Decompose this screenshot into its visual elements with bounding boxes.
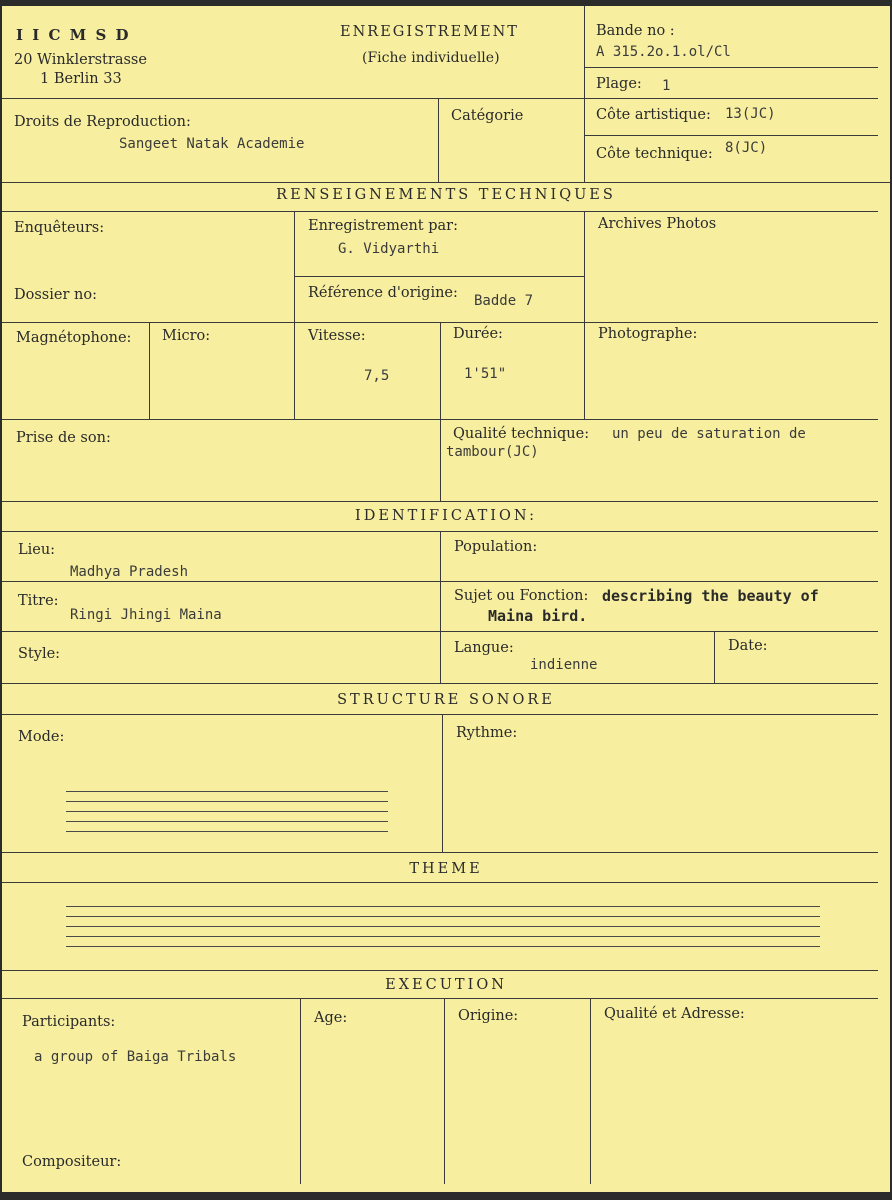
- h-line: [2, 211, 878, 212]
- staff-line: [66, 946, 820, 947]
- date-label: Date:: [728, 638, 768, 654]
- h-line: [2, 970, 878, 971]
- h-line: [294, 276, 584, 277]
- form-title: ENREGISTREMENT: [340, 24, 519, 40]
- registration-card: [2, 6, 890, 1192]
- droits-value: Sangeet Natak Academie: [119, 136, 305, 152]
- enqueteurs-label: Enquêteurs:: [14, 220, 105, 236]
- reference-label: Référence d'origine:: [308, 285, 458, 301]
- h-line: [2, 182, 890, 183]
- cote-technique-value: 8(JC): [725, 140, 768, 156]
- rythme-label: Rythme:: [456, 725, 518, 741]
- v-line: [149, 322, 150, 419]
- section-title-execution: EXECUTION: [385, 977, 507, 993]
- lieu-label: Lieu:: [18, 542, 56, 558]
- v-line: [444, 998, 445, 1184]
- population-label: Population:: [454, 539, 538, 555]
- address-city: 1 Berlin 33: [40, 71, 122, 87]
- org-name: I I C M S D: [16, 26, 131, 44]
- bande-label: Bande no :: [596, 23, 675, 39]
- v-line: [442, 714, 443, 852]
- v-line: [714, 631, 715, 683]
- droits-label: Droits de Reproduction:: [14, 114, 191, 130]
- sujet-value-cont: Maina bird.: [488, 607, 588, 625]
- h-line: [2, 683, 878, 684]
- h-line: [2, 998, 878, 999]
- v-line: [584, 6, 585, 182]
- cote-technique-label: Côte technique:: [596, 146, 713, 162]
- staff-line: [66, 926, 820, 927]
- enregistrement-par-label: Enregistrement par:: [308, 218, 458, 234]
- section-title-structure: STRUCTURE SONORE: [337, 692, 555, 708]
- bande-value: A 315.2o.1.ol/Cl: [596, 44, 731, 60]
- vitesse-label: Vitesse:: [308, 328, 366, 344]
- photographe-label: Photographe:: [598, 326, 698, 342]
- origine-label: Origine:: [458, 1008, 519, 1024]
- plage-label: Plage:: [596, 76, 642, 92]
- v-line: [300, 998, 301, 1184]
- v-line: [438, 98, 439, 182]
- lieu-value: Madhya Pradesh: [70, 564, 189, 580]
- staff-line: [66, 906, 820, 907]
- h-line: [2, 882, 878, 883]
- v-line: [584, 211, 585, 419]
- participants-label: Participants:: [22, 1014, 116, 1030]
- qualite-technique-value-cont: tambour(JC): [446, 444, 539, 460]
- vitesse-value: 7,5: [364, 368, 390, 384]
- plage-value: 1: [662, 78, 671, 94]
- staff-line: [66, 916, 820, 917]
- qualite-technique-label: Qualité technique:: [453, 426, 590, 442]
- v-line: [440, 531, 441, 683]
- prise-de-son-label: Prise de son:: [16, 430, 111, 446]
- form-subtitle: (Fiche individuelle): [362, 50, 500, 66]
- duree-value: 1'51": [464, 366, 507, 382]
- sujet-value: describing the beauty of: [602, 587, 819, 605]
- h-line: [2, 714, 878, 715]
- h-line: [2, 852, 878, 853]
- mode-label: Mode:: [18, 729, 65, 745]
- participants-value: a group of Baiga Tribals: [34, 1049, 237, 1065]
- section-title-theme: THEME: [409, 861, 483, 877]
- v-line: [440, 322, 441, 501]
- cote-artistique-label: Côte artistique:: [596, 107, 711, 123]
- compositeur-label: Compositeur:: [22, 1154, 122, 1170]
- reference-value: Badde 7: [474, 293, 534, 309]
- h-line: [584, 67, 878, 68]
- h-line: [2, 501, 878, 502]
- magnetophone-label: Magnétophone:: [16, 330, 132, 346]
- staff-line: [66, 791, 388, 792]
- staff-line: [66, 936, 820, 937]
- staff-line: [66, 831, 388, 832]
- enregistrement-par-value: G. Vidyarthi: [338, 241, 440, 257]
- titre-value: Ringi Jhingi Maina: [70, 607, 222, 623]
- archives-photos-label: Archives Photos: [598, 216, 717, 232]
- qualite-adresse-label: Qualité et Adresse:: [604, 1006, 745, 1022]
- section-title-technique: RENSEIGNEMENTS TECHNIQUES: [276, 187, 616, 203]
- v-line: [590, 998, 591, 1184]
- v-line: [294, 211, 295, 419]
- cote-artistique-value: 13(JC): [725, 106, 776, 122]
- categorie-label: Catégorie: [451, 108, 524, 124]
- age-label: Age:: [314, 1010, 348, 1026]
- duree-label: Durée:: [453, 326, 503, 342]
- langue-value: indienne: [530, 657, 598, 673]
- dossier-label: Dossier no:: [14, 287, 97, 303]
- qualite-technique-value: un peu de saturation de: [612, 426, 806, 442]
- sujet-label: Sujet ou Fonction:: [454, 588, 589, 604]
- h-line: [584, 135, 878, 136]
- section-title-identification: IDENTIFICATION:: [355, 508, 537, 524]
- titre-label: Titre:: [18, 593, 59, 609]
- staff-line: [66, 801, 388, 802]
- micro-label: Micro:: [162, 328, 211, 344]
- style-label: Style:: [18, 646, 61, 662]
- h-line: [2, 98, 878, 99]
- staff-line: [66, 811, 388, 812]
- address-street: 20 Winklerstrasse: [14, 52, 147, 68]
- langue-label: Langue:: [454, 640, 514, 656]
- staff-line: [66, 821, 388, 822]
